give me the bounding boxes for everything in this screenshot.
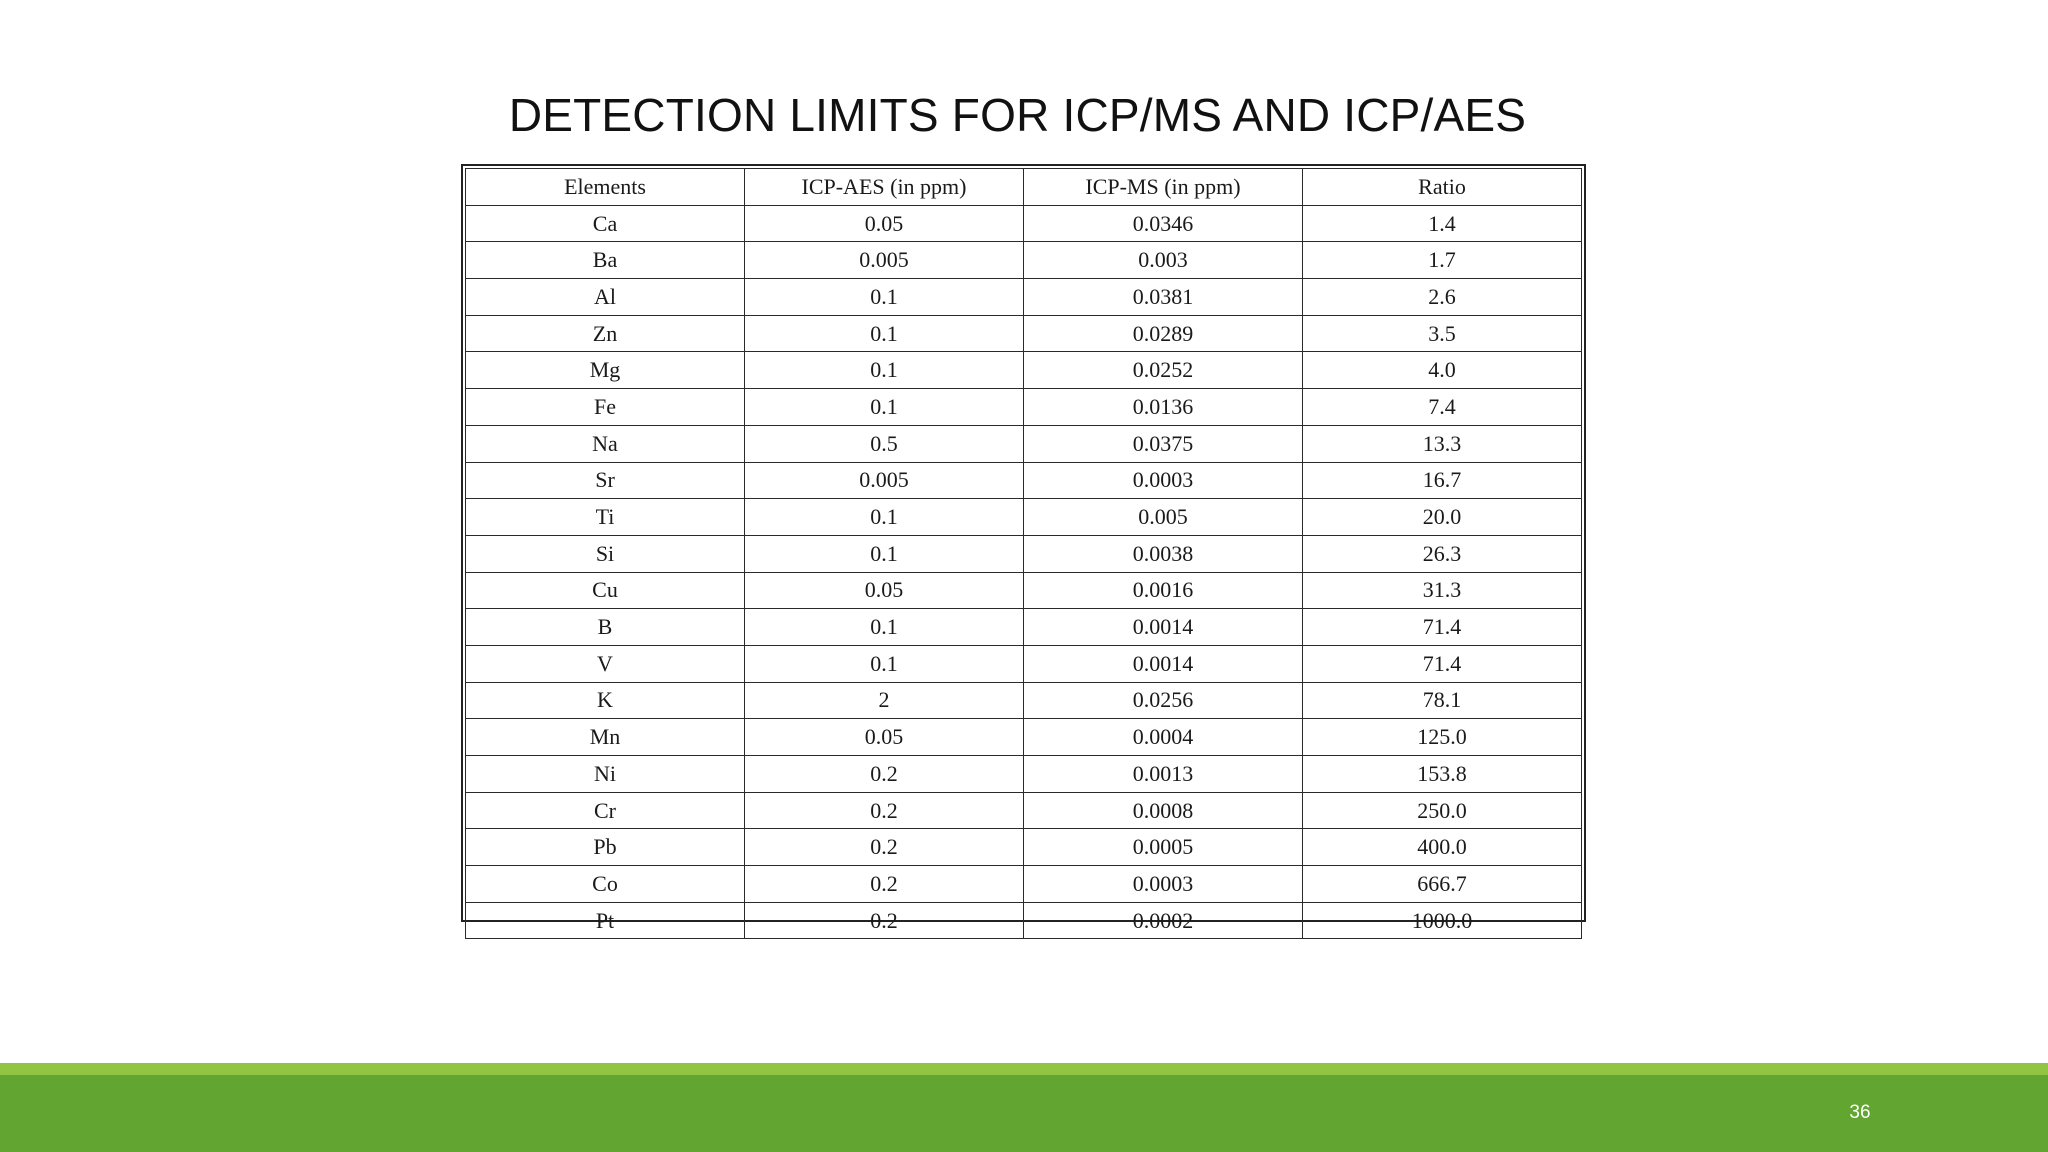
cell-element: K xyxy=(466,682,745,719)
cell-icp-aes: 0.5 xyxy=(745,425,1024,462)
cell-icp-aes: 0.2 xyxy=(745,866,1024,903)
cell-icp-aes: 0.1 xyxy=(745,535,1024,572)
cell-icp-aes: 0.2 xyxy=(745,829,1024,866)
cell-icp-ms: 0.0013 xyxy=(1024,756,1303,793)
table-row xyxy=(466,535,1582,572)
table-row xyxy=(466,609,1582,646)
detection-limits-table-frame xyxy=(461,164,1586,933)
table-row xyxy=(466,756,1582,793)
cell-icp-ms: 0.0003 xyxy=(1024,462,1303,499)
cell-ratio: 666.7 xyxy=(1303,866,1582,903)
cell-element: Ba xyxy=(466,242,745,279)
cell-icp-ms: 0.0136 xyxy=(1024,389,1303,426)
cell-icp-aes: 0.2 xyxy=(745,756,1024,793)
cell-element: Ti xyxy=(466,499,745,536)
table-row xyxy=(466,389,1582,426)
cell-element: Zn xyxy=(466,315,745,352)
cell-icp-ms: 0.0008 xyxy=(1024,792,1303,829)
detection-limits-table xyxy=(465,168,1582,939)
table-row xyxy=(466,645,1582,682)
cell-icp-ms: 0.0289 xyxy=(1024,315,1303,352)
cell-ratio: 125.0 xyxy=(1303,719,1582,756)
cell-ratio: 71.4 xyxy=(1303,645,1582,682)
cell-icp-aes: 0.1 xyxy=(745,609,1024,646)
table-row xyxy=(466,352,1582,389)
cell-ratio: 31.3 xyxy=(1303,572,1582,609)
slide-title: DETECTION LIMITS FOR ICP/MS AND ICP/AES xyxy=(508,89,1527,141)
cell-ratio: 4.0 xyxy=(1303,352,1582,389)
cell-icp-aes: 0.2 xyxy=(745,902,1024,939)
cell-element: Na xyxy=(466,425,745,462)
cell-ratio: 16.7 xyxy=(1303,462,1582,499)
cell-icp-ms: 0.0252 xyxy=(1024,352,1303,389)
header-icp-ms: ICP-MS (in ppm) xyxy=(1024,169,1303,206)
cell-icp-aes: 0.1 xyxy=(745,315,1024,352)
cell-ratio: 1000.0 xyxy=(1303,902,1582,939)
table-row xyxy=(466,829,1582,866)
cell-icp-ms: 0.0016 xyxy=(1024,572,1303,609)
cell-element: Mn xyxy=(466,719,745,756)
cell-element: Pb xyxy=(466,829,745,866)
cell-icp-aes: 0.05 xyxy=(745,719,1024,756)
cell-icp-aes: 0.1 xyxy=(745,352,1024,389)
table-row xyxy=(466,902,1582,939)
table-row xyxy=(466,792,1582,829)
cell-ratio: 13.3 xyxy=(1303,425,1582,462)
cell-icp-ms: 0.003 xyxy=(1024,242,1303,279)
page-number: 36 xyxy=(1849,1102,1871,1123)
cell-icp-aes: 0.1 xyxy=(745,499,1024,536)
table-body xyxy=(466,205,1582,939)
header-icp-aes: ICP-AES (in ppm) xyxy=(745,169,1024,206)
table-row xyxy=(466,682,1582,719)
cell-element: Sr xyxy=(466,462,745,499)
cell-icp-ms: 0.0346 xyxy=(1024,205,1303,242)
cell-icp-ms: 0.0003 xyxy=(1024,866,1303,903)
cell-icp-ms: 0.0014 xyxy=(1024,645,1303,682)
cell-ratio: 2.6 xyxy=(1303,279,1582,316)
footer-accent-stripe xyxy=(0,1063,2048,1075)
cell-icp-aes: 0.2 xyxy=(745,792,1024,829)
cell-icp-ms: 0.0005 xyxy=(1024,829,1303,866)
cell-ratio: 7.4 xyxy=(1303,389,1582,426)
cell-ratio: 1.4 xyxy=(1303,205,1582,242)
cell-icp-aes: 0.1 xyxy=(745,389,1024,426)
table-row xyxy=(466,719,1582,756)
cell-ratio: 78.1 xyxy=(1303,682,1582,719)
cell-icp-ms: 0.0256 xyxy=(1024,682,1303,719)
cell-icp-aes: 0.1 xyxy=(745,645,1024,682)
cell-icp-aes: 2 xyxy=(745,682,1024,719)
cell-ratio: 153.8 xyxy=(1303,756,1582,793)
cell-icp-ms: 0.0004 xyxy=(1024,719,1303,756)
cell-element: V xyxy=(466,645,745,682)
cell-icp-ms: 0.0381 xyxy=(1024,279,1303,316)
table-row xyxy=(466,425,1582,462)
cell-element: Ni xyxy=(466,756,745,793)
cell-ratio: 20.0 xyxy=(1303,499,1582,536)
footer-bar xyxy=(0,1075,2048,1152)
cell-element: Cr xyxy=(466,792,745,829)
cell-icp-aes: 0.1 xyxy=(745,279,1024,316)
table-header-row xyxy=(466,169,1582,206)
header-ratio: Ratio xyxy=(1303,169,1582,206)
cell-element: Pt xyxy=(466,902,745,939)
cell-element: Ca xyxy=(466,205,745,242)
cell-icp-ms: 0.005 xyxy=(1024,499,1303,536)
cell-ratio: 400.0 xyxy=(1303,829,1582,866)
table-row xyxy=(466,462,1582,499)
cell-icp-aes: 0.05 xyxy=(745,572,1024,609)
table-row xyxy=(466,315,1582,352)
cell-element: Fe xyxy=(466,389,745,426)
cell-element: Cu xyxy=(466,572,745,609)
cell-icp-ms: 0.0038 xyxy=(1024,535,1303,572)
table-row xyxy=(466,866,1582,903)
cell-element: Mg xyxy=(466,352,745,389)
cell-element: Al xyxy=(466,279,745,316)
cell-icp-aes: 0.05 xyxy=(745,205,1024,242)
table-row xyxy=(466,205,1582,242)
cell-ratio: 3.5 xyxy=(1303,315,1582,352)
cell-element: Si xyxy=(466,535,745,572)
cell-element: B xyxy=(466,609,745,646)
table-row xyxy=(466,279,1582,316)
cell-ratio: 71.4 xyxy=(1303,609,1582,646)
cell-icp-ms: 0.0375 xyxy=(1024,425,1303,462)
cell-ratio: 1.7 xyxy=(1303,242,1582,279)
cell-icp-ms: 0.0014 xyxy=(1024,609,1303,646)
cell-icp-aes: 0.005 xyxy=(745,242,1024,279)
cell-ratio: 250.0 xyxy=(1303,792,1582,829)
cell-ratio: 26.3 xyxy=(1303,535,1582,572)
table-row xyxy=(466,572,1582,609)
cell-icp-ms: 0.0002 xyxy=(1024,902,1303,939)
cell-element: Co xyxy=(466,866,745,903)
header-elements: Elements xyxy=(466,169,745,206)
cell-icp-aes: 0.005 xyxy=(745,462,1024,499)
table-row xyxy=(466,499,1582,536)
table-row xyxy=(466,242,1582,279)
